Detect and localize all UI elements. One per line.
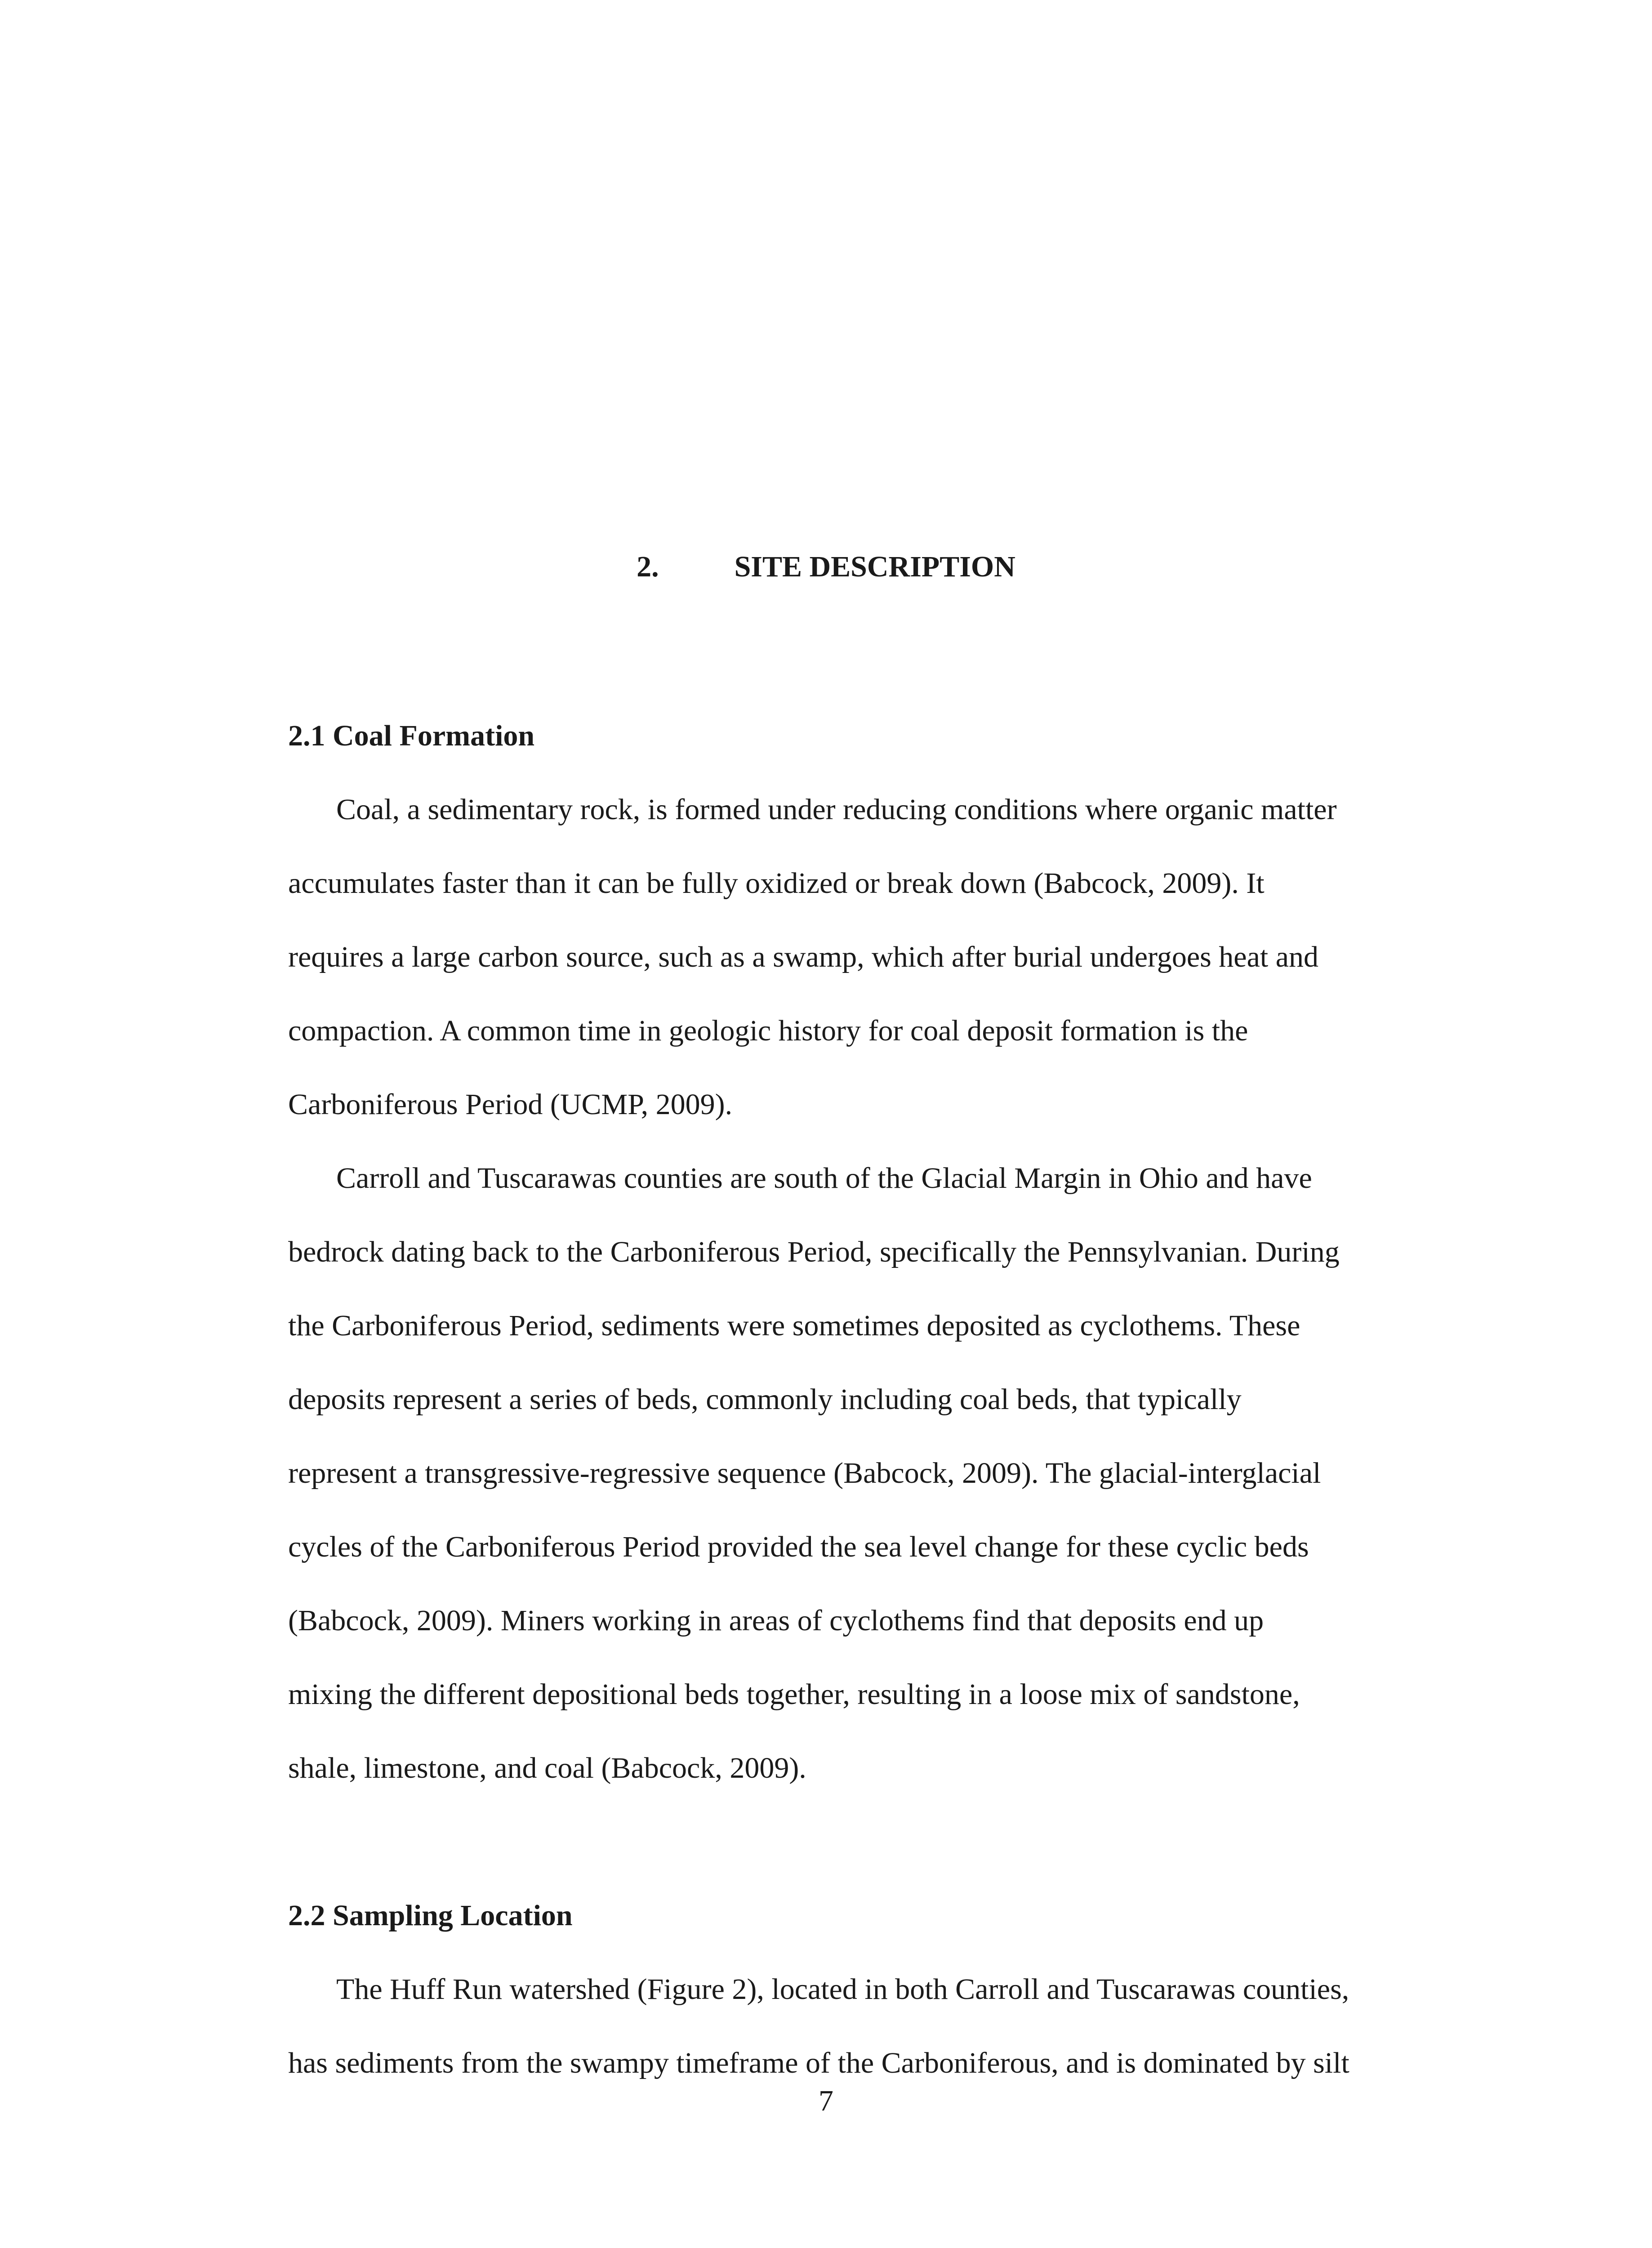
text-line: Carroll and Tuscarawas counties are south of the Glacial Margin in Ohio and have bbox=[336, 1162, 1312, 1195]
page-number: 7 bbox=[819, 2084, 833, 2117]
text-line: cycles of the Carboniferous Period provided the sea level change for these cyclic beds bbox=[288, 1530, 1309, 1563]
text-line: Coal, a sedimentary rock, is formed under reducing conditions where organic matter bbox=[336, 793, 1337, 826]
text-line: (Babcock, 2009). Miners working in areas of cyclothems find that deposits end up bbox=[288, 1604, 1264, 1637]
text-line: The Huff Run watershed (Figure 2), located in both Carroll and Tuscarawas counties, bbox=[336, 1973, 1349, 2006]
text-line: the Carboniferous Period, sediments were sometimes deposited as cyclothems. These bbox=[288, 1309, 1300, 1342]
text-line: deposits represent a series of beds, commonly including coal beds, that typically bbox=[288, 1383, 1242, 1416]
text-line: Carboniferous Period (UCMP, 2009). bbox=[288, 1088, 733, 1121]
text-line: accumulates faster than it can be fully oxidized or break down (Babcock, 2009). It bbox=[288, 867, 1265, 900]
section-heading-coal-formation: 2.1 Coal Formation bbox=[288, 719, 535, 752]
text-line: bedrock dating back to the Carboniferous Period, specifically the Pennsylvanian. During bbox=[288, 1236, 1340, 1268]
chapter-title: SITE DESCRIPTION bbox=[734, 550, 1015, 583]
chapter-number: 2. bbox=[637, 550, 659, 583]
text-line: represent a transgressive-regressive sequence (Babcock, 2009). The glacial-interglacial bbox=[288, 1457, 1321, 1490]
text-line: compaction. A common time in geologic history for coal deposit formation is the bbox=[288, 1014, 1248, 1047]
text-line: has sediments from the swampy timeframe of the Carboniferous, and is dominated by silt bbox=[288, 2047, 1349, 2079]
text-line: shale, limestone, and coal (Babcock, 2009). bbox=[288, 1752, 806, 1784]
text-line: mixing the different depositional beds together, resulting in a loose mix of sandstone, bbox=[288, 1678, 1300, 1711]
chapter-heading bbox=[0, 552, 1652, 582]
section-heading-sampling-location: 2.2 Sampling Location bbox=[288, 1899, 573, 1932]
text-line: requires a large carbon source, such as a swamp, which after burial undergoes heat and bbox=[288, 941, 1319, 973]
